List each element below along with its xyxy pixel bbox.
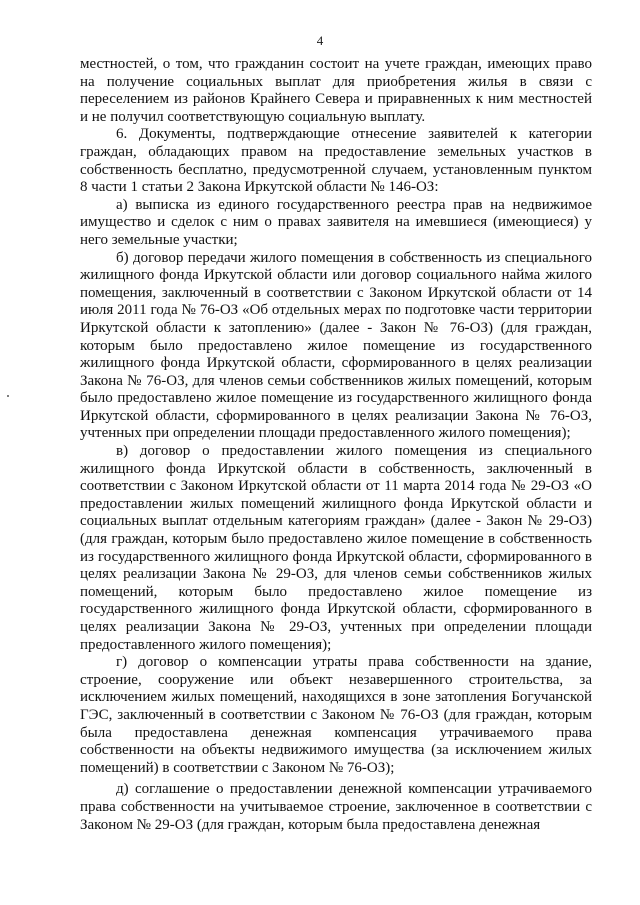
document-body	[80, 56, 592, 834]
paragraph-item-d: д) соглашение о предоставлении денежной компенсации утрачиваемого права собственности на учитываемое строение, заключенное в соответствии с Законом № 29-ОЗ (для граждан, которым была предоставлена денежная	[80, 781, 592, 833]
paragraph-item-v: в) договор о предоставлении жилого помещения из специального жилищного фонда Иркутской области в собственность, заключенный в соответствии с Законом Иркутской области от 11 марта 2014 года № 29-ОЗ «О предоставлении жилых помещений жилищного фонда Иркутской области и социальных выплат отдельным категориям граждан» (далее - Закон № 29-ОЗ) (для граждан, которым было предоставлено жилое помещение в собственность из государственного жилищного фонда Иркутской области, сформированного в целях реализации Закона № 29-ОЗ, для членов семьи собственников жилых помещений, которым было предоставлено жилое помещение из государственного жилищного фонда Иркутской области, сформированного в целях реализации Закона № 29-ОЗ, учтенных при определении площади предоставленного жилого помещения);	[80, 443, 592, 653]
paragraph-item-g: г) договор о компенсации утраты права собственности на здание, строение, сооружение или объект незавершенного строительства, за исключением жилых помещений, находящихся в зоне затопления Богучанской ГЭС, заключенный в соответствии с Законом № 76-ОЗ (для граждан, которым была предоставлена денежная компенсация утрачиваемого права собственности на объекты недвижимого имущества (за исключением жилых помещений) в соответствии с Законом № 76-ОЗ);	[80, 654, 592, 776]
paragraph-continuation: местностей, о том, что гражданин состоит на учете граждан, имеющих право на получение социальных выплат для приобретения жилья в связи с переселением из районов Крайнего Севера и приравненных к ним местностей и не получил соответствующую социальную выплату.	[80, 56, 592, 125]
page-number: 4	[316, 33, 324, 48]
paragraph-item-6: 6. Документы, подтверждающие отнесение заявителей к категории граждан, обладающих правом на предоставление земельных участков в собственность бесплатно, предусмотренной случаем, установленным пунктом 8 части 1 статьи 2 Закона Иркутской области № 146-ОЗ:	[80, 126, 592, 196]
paragraph-item-a: а) выписка из единого государственного реестра прав на недвижимое имущество и сделок с ним о правах заявителя на имевшиеся (имеющиеся) у него земельные участки;	[80, 196, 592, 248]
paragraph-item-b: б) договор передачи жилого помещения в собственность из специального жилищного фонда Иркутской области или договор социального найма жилого помещения, заключенный в соответствии с Законом Иркутской области от 14 июля 2011 года № 76-ОЗ «Об отдельных мерах по подготовке части территории Иркутской области к затоплению» (далее - Закон № 76-ОЗ) (для граждан, которым было предоставлено жилое помещение из государственного жилищного фонда Иркутской области, сформированного в целях реализации Закона № 76-ОЗ, для членов семьи собственников жилых помещений, которым было предоставлено жилое помещение из государственного жилищного фонда Иркутской области, сформированного в целях реализации Закона № 76-ОЗ, учтенных при определении площади предоставленного жилого помещения);	[80, 249, 592, 442]
margin-speck	[7, 395, 9, 397]
